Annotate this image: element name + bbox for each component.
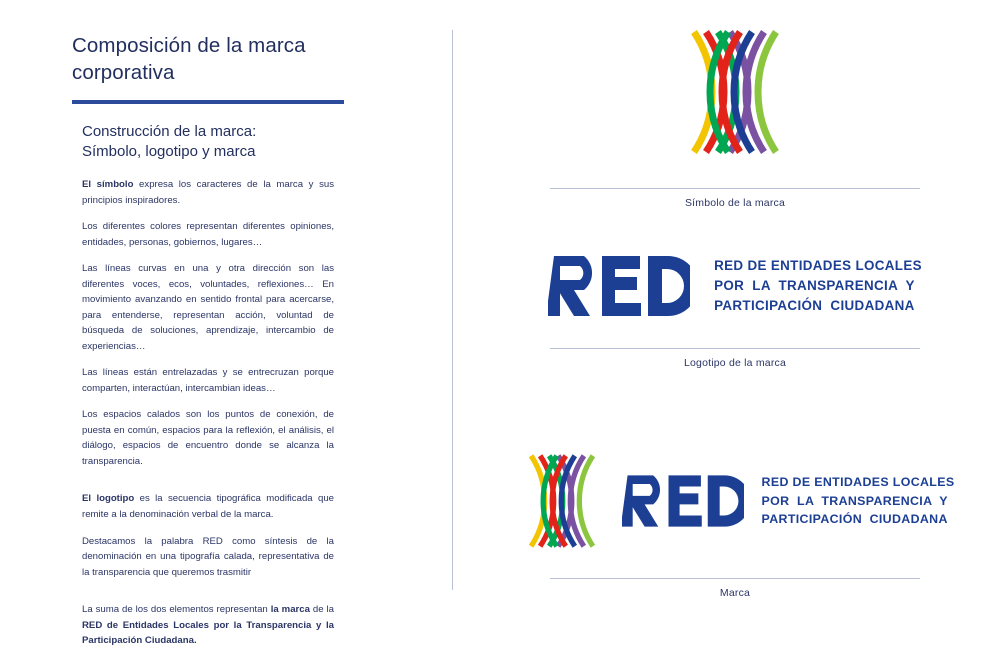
brand-artwork-row [470, 448, 1000, 554]
red-wordmark-icon [622, 472, 744, 530]
left-text-column [72, 32, 344, 660]
red-wordmark-icon [548, 252, 690, 320]
symbol-artwork-row [470, 22, 1000, 162]
descriptor-line-2: POR LA TRANSPARENCIA Y [714, 277, 915, 293]
paragraph-spaces: Los espacios calados son los puntos de conexión, de puesta en común, espacios para la reflexión, el análisis, el diálogo, espacios de encuentro donde se alcanza la transparencia. [82, 409, 334, 467]
paragraph-sum: La suma de los dos elementos representan la marca de la RED de Entidades Locales por la Transparencia y la Participación Ciudadana. [82, 604, 334, 647]
logotype-artwork-row [470, 252, 1000, 320]
paragraph-curves: Las líneas curvas en una y otra dirección son las diferentes voces, ecos, voluntades, reflexiones… En movimiento avanzando en sentido frontal para acercarse, para entenderse, representan acción, voluntad de búsqueda de soluciones, aprendizaje, intercambio de experiencias… [82, 263, 334, 352]
caption-brand: Marca [719, 587, 751, 599]
title-rule [72, 100, 344, 104]
column-divider [452, 30, 453, 590]
caption-symbol: Símbolo de la marca [684, 197, 786, 209]
brand-descriptor [762, 473, 955, 529]
specimen-rule [550, 188, 920, 189]
specimen-rule [550, 578, 920, 579]
right-specimen-column [470, 0, 1000, 617]
paragraph-red-word: Destacamos la palabra RED como síntesis de la denominación en una tipografía calada, representativa de la transparencia que queremos trasmitir [82, 535, 334, 578]
specimen-brand [470, 448, 1000, 599]
paragraph-logotype: El logotipo es la secuencia tipográfica modificada que remite a la denominación verbal de la marca. [82, 493, 334, 520]
caption-logotype: Logotipo de la marca [683, 357, 787, 369]
brand-symbol-icon [516, 448, 608, 554]
specimen-symbol [470, 22, 1000, 209]
paragraph-symbol: El símbolo expresa los caracteres de la marca y sus principios inspiradores. [82, 178, 334, 206]
paragraph-colors: Los diferentes colores representan diferentes opiniones, entidades, personas, gobiernos, lugares… [82, 221, 334, 248]
paragraph-interlaced: Las líneas están entrelazadas y se entrecruzan porque comparten, interactúan, intercambian ideas… [82, 367, 334, 394]
specimen-rule [550, 348, 920, 349]
descriptor-line-1: RED DE ENTIDADES LOCALES [714, 257, 922, 273]
section-title: Construcción de la marca: Símbolo, logotipo y marca [82, 122, 257, 161]
page-title: Composición de la marca corporativa [72, 34, 306, 85]
descriptor-line-3: PARTICIPACIÓN CIUDADANA [714, 298, 915, 314]
brand-symbol-icon [674, 22, 796, 162]
descriptor-line-2: POR LA TRANSPARENCIA Y [761, 493, 948, 508]
descriptor-line-1: RED DE ENTIDADES LOCALES [761, 475, 955, 490]
specimen-logotype [470, 252, 1000, 369]
logotype-descriptor [714, 256, 922, 316]
descriptor-line-3: PARTICIPACIÓN CIUDADANA [761, 512, 948, 527]
